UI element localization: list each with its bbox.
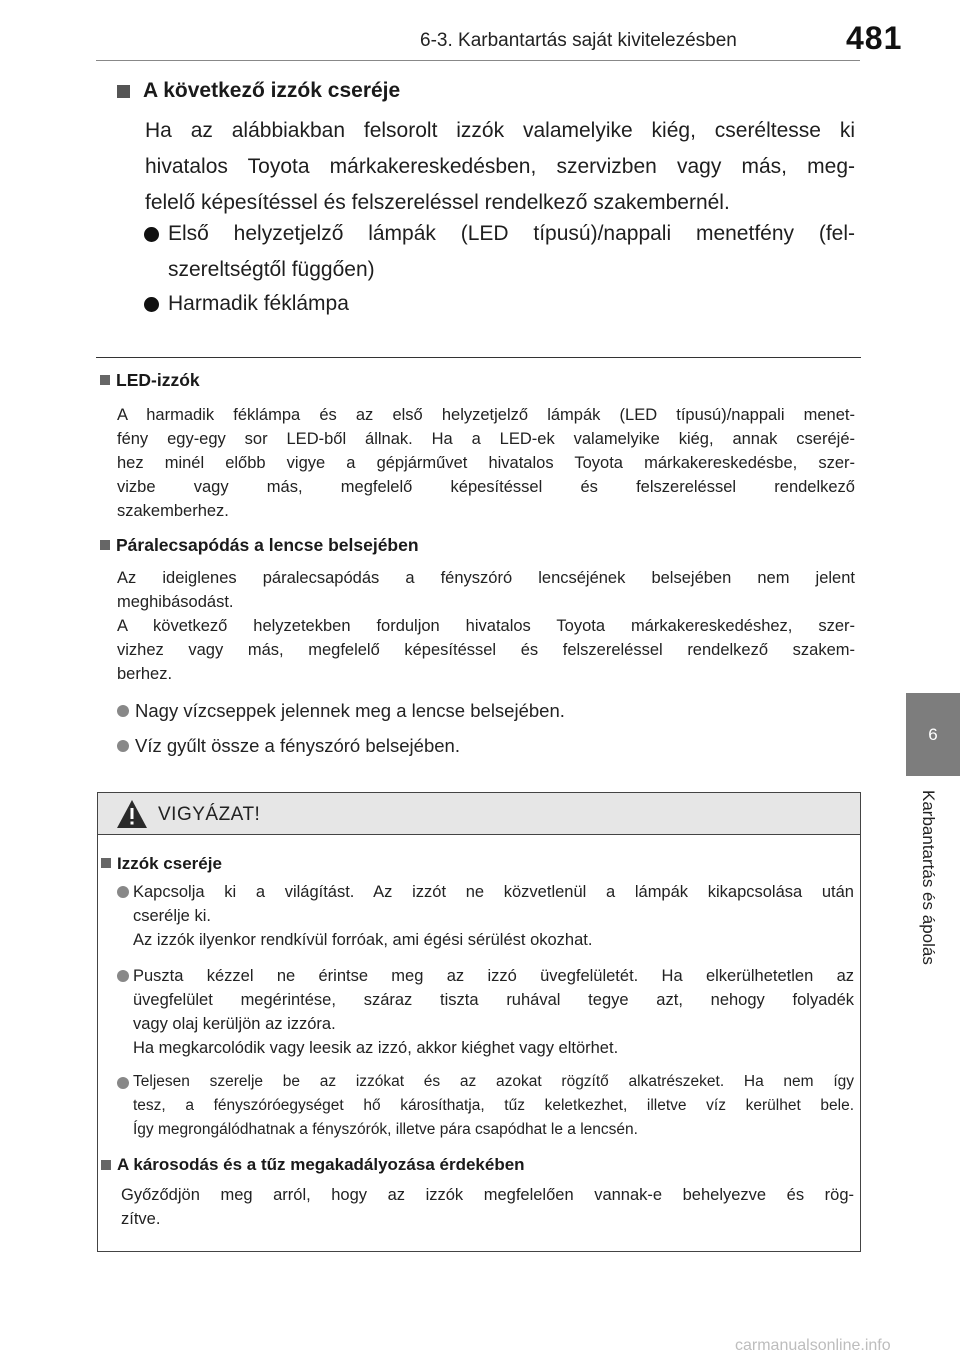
section-heading: A következő izzók cseréje — [143, 79, 401, 102]
bullet-item — [168, 286, 855, 322]
note-line: Az ideiglenes páralecsapódás a fényszóró lencséjének belsejében nem jelent — [117, 569, 855, 587]
bullet-dot-icon — [117, 1077, 129, 1089]
paragraph-line: hivatalos Toyota márkakereskedésben, szervizben vagy más, meg- — [145, 155, 855, 178]
bullet-dot-icon — [117, 740, 129, 752]
caution-bullet — [133, 964, 854, 1060]
note-line: hez minél előbb vigye a gépjárművet hivatalos Toyota márkakereskedésbe, szer- — [117, 454, 855, 472]
chapter-tab — [906, 693, 960, 776]
note-heading: LED-izzók — [116, 370, 200, 390]
caution-line: tesz, a fényszóróegységet hő károsíthatja, tűz keletkezhet, illetve víz kerülhet bele. — [133, 1097, 854, 1114]
note-line: vizhez vagy más, megfelelő képesítéssel és felszereléssel rendelkező szakem- — [117, 641, 855, 659]
note-bullet: Víz gyűlt össze a fényszóró belsejében. — [135, 735, 460, 756]
note-square-icon — [100, 375, 110, 385]
section-paragraph — [145, 113, 855, 221]
chapter-tab-number: 6 — [928, 724, 938, 744]
bullet-line: Első helyzetjelző lámpák (LED típusú)/nappali menetfény (fel- — [168, 222, 855, 245]
caution-line: zítve. — [121, 1210, 161, 1228]
caution-square-icon — [101, 1160, 111, 1170]
caution-line: vagy olaj kerüljön az izzóra. — [133, 1015, 336, 1033]
bullet-dot-icon — [144, 227, 159, 242]
caution-line: Teljesen szerelje be az izzókat és az azokat rögzítő alkatrészeket. Ha nem így — [133, 1073, 854, 1090]
note-square-icon — [100, 540, 110, 550]
section-divider — [96, 357, 861, 358]
note-line: meghibásodást. — [117, 593, 234, 611]
chapter-title: 6-3. Karbantartás saját kivitelezésben — [420, 30, 737, 51]
caution-line: cserélje ki. — [133, 907, 211, 925]
caution-line: Puszta kézzel ne érintse meg az izzó üvegfelületét. Ha elkerülhetetlen az — [133, 967, 854, 985]
caution-subheading: A károsodás és a tűz megakadályozása érdekében — [117, 1155, 525, 1174]
bullet-line: szereltségtől függően) — [168, 258, 375, 281]
note-paragraph — [117, 566, 855, 686]
caution-line: Ha megkarcolódik vagy leesik az izzó, akkor kiéghet vagy eltörhet. — [133, 1039, 619, 1057]
caution-bullet — [133, 880, 854, 952]
caution-subheading: Izzók cseréje — [117, 854, 222, 873]
note-line: vizbe vagy más, megfelelő képesítéssel és felszereléssel rendelkező — [117, 478, 855, 496]
bullet-item — [168, 216, 855, 288]
bullet-dot-icon — [144, 297, 159, 312]
note-line: berhez. — [117, 665, 173, 683]
note-bullet: Nagy vízcseppek jelennek meg a lencse belsejében. — [135, 700, 565, 721]
note-heading: Páralecsapódás a lencse belsejében — [116, 535, 419, 555]
side-label-container — [902, 782, 956, 1032]
caution-line: Kapcsolja ki a világítást. Az izzót ne közvetlenül a lámpák kikapcsolása után — [133, 883, 854, 901]
caution-line: üvegfelület megérintése, száraz tiszta ruhával tegye azt, nehogy folyadék — [133, 991, 854, 1009]
note-line: A következő helyzetekben forduljon hivatalos Toyota márkakereskedéshez, szer- — [117, 617, 855, 635]
page-number: 481 — [846, 20, 903, 56]
caution-square-icon — [101, 858, 111, 868]
section-square-icon — [117, 85, 130, 98]
side-label: Karbantartás és ápolás — [919, 790, 938, 965]
caution-bullet — [133, 1070, 854, 1142]
bullet-dot-icon — [117, 705, 129, 717]
paragraph-line: Ha az alábbiakban felsorolt izzók valamelyike kiég, cseréltesse ki — [145, 119, 855, 142]
caution-line: Így megrongálódhatnak a fényszórók, illetve pára csapódhat le a lencsén. — [133, 1121, 638, 1138]
watermark: carmanualsonline.info — [735, 1337, 891, 1354]
note-line: szakemberhez. — [117, 502, 229, 520]
caution-line: Győződjön meg arról, hogy az izzók megfelelően vannak-e behelyezve és rög- — [121, 1186, 854, 1204]
warning-triangle-icon — [116, 799, 148, 829]
caution-line: Az izzók ilyenkor rendkívül forróak, ami égési sérülést okozhat. — [133, 931, 593, 949]
note-paragraph — [117, 403, 855, 523]
paragraph-line: felelő képesítéssel és felszereléssel rendelkező szakembernél. — [145, 191, 730, 214]
caution-title: VIGYÁZAT! — [158, 804, 261, 825]
bullet-line: Harmadik féklámpa — [168, 292, 349, 315]
header-rule — [96, 60, 860, 61]
note-line: A harmadik féklámpa és az első helyzetjelző lámpák (LED típusú)/nappali menet- — [117, 406, 855, 424]
caution-paragraph — [121, 1183, 854, 1231]
note-line: fény egy-egy sor LED-ből állnak. Ha a LED-ek valamelyike kiég, annak cseréjé- — [117, 430, 855, 448]
bullet-dot-icon — [117, 970, 129, 982]
bullet-dot-icon — [117, 886, 129, 898]
